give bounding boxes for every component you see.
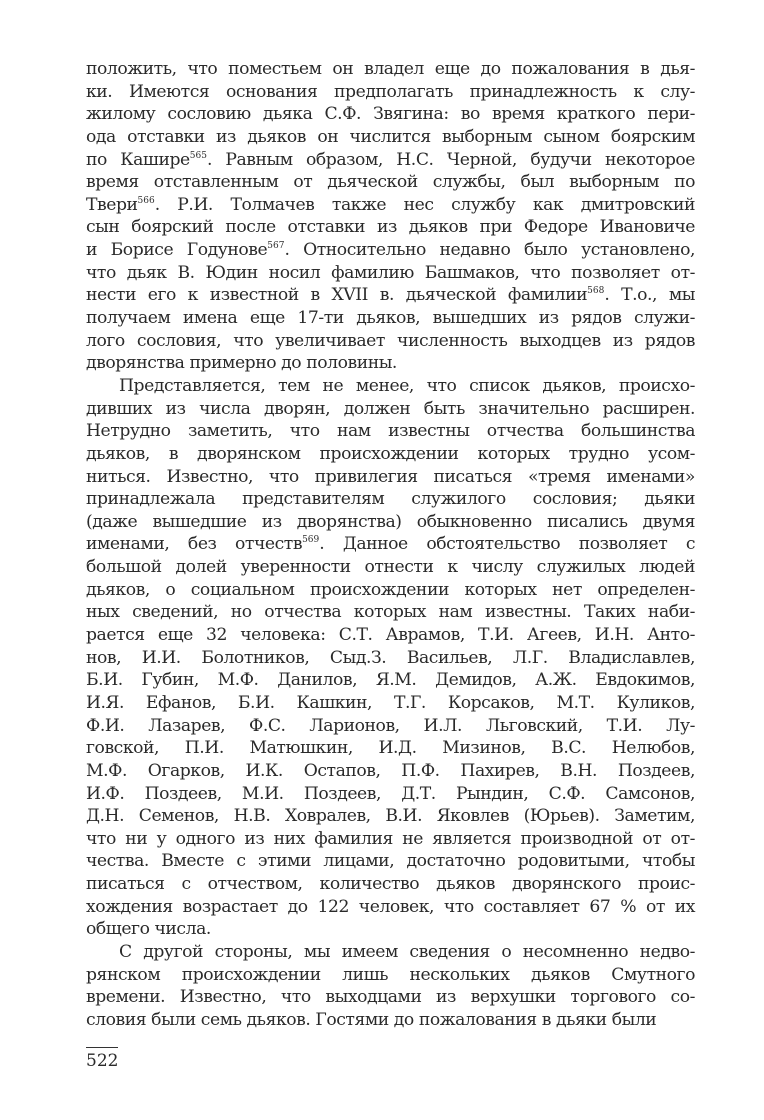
footnote-ref[interactable]: 565	[189, 150, 207, 161]
text-segment: . Т.о., мы	[604, 285, 695, 306]
text-segment: хождения возрастает до 122 человек, что составляет 67 % от их	[86, 896, 695, 917]
text-line	[86, 556, 695, 579]
text-line	[86, 194, 695, 217]
text-line	[86, 601, 695, 624]
text-line	[86, 398, 695, 421]
text-segment: получаем имена еще 17-ти дьяков, вышедших из рядов служи-	[86, 308, 695, 329]
text-segment: Д.Н. Семенов, Н.В. Ховралев, В.И. Яковлев (Юрьев). Заметим,	[86, 806, 695, 827]
text-line	[86, 511, 695, 534]
text-line	[86, 488, 695, 511]
text-segment: И.Я. Ефанов, Б.И. Кашкин, Т.Г. Корсаков, М.Т. Куликов,	[86, 692, 695, 713]
text-segment: что дьяк В. Юдин носил фамилию Башмаков, что позволяет от-	[86, 262, 695, 283]
text-segment: дьяков, в дворянском происхождении которых трудно усом-	[86, 443, 695, 464]
text-line	[86, 262, 695, 285]
text-segment: М.Ф. Огарков, И.К. Остапов, П.Ф. Пахирев, В.Н. Поздеев,	[86, 760, 695, 781]
text-segment: что ни у одного из них фамилия не является производной от от-	[86, 828, 695, 849]
text-segment: словия были семь дьяков. Гостями до пожалования в дьяки были	[86, 1009, 657, 1030]
text-line	[86, 330, 695, 353]
text-segment: времени. Известно, что выходцами из верхушки торгового со-	[86, 987, 695, 1008]
paragraph	[86, 375, 695, 941]
text-line	[86, 239, 695, 262]
text-line	[86, 715, 695, 738]
text-segment: ки. Имеются основания предполагать принадлежность к слу-	[86, 81, 695, 102]
text-line	[86, 737, 695, 760]
text-line	[86, 579, 695, 602]
text-line	[86, 420, 695, 443]
text-segment: . Данное обстоятельство позволяет с	[319, 534, 696, 555]
text-line	[86, 647, 695, 670]
text-segment: ода отставки из дьяков он числится выборным сыном боярским	[86, 126, 695, 147]
text-line	[86, 352, 695, 375]
text-segment: жилому сословию дьяка С.Ф. Звягина: во время краткого пери-	[86, 104, 695, 125]
text-line	[86, 964, 695, 987]
text-segment: дивших из числа дворян, должен быть значительно расширен.	[86, 398, 695, 419]
text-line	[86, 873, 695, 896]
text-line	[86, 624, 695, 647]
text-segment: писаться с отчеством, количество дьяков дворянского проис-	[86, 874, 695, 895]
text-segment: ных сведений, но отчества которых нам известны. Таких наби-	[86, 602, 695, 623]
text-line	[86, 443, 695, 466]
text-segment: нести его к известной в XVII в. дьяческой фамилии	[86, 285, 588, 306]
text-segment: Нетрудно заметить, что нам известны отчества большинства	[86, 421, 695, 442]
text-segment: чества. Вместе с этими лицами, достаточно родовитыми, чтобы	[86, 851, 695, 872]
text-segment: принадлежала представителям служилого сословия; дьяки	[86, 489, 695, 510]
text-line	[86, 375, 695, 398]
text-line	[86, 126, 695, 149]
footnote-ref[interactable]: 568	[587, 286, 605, 297]
text-line	[86, 850, 695, 873]
text-line	[86, 896, 695, 919]
text-segment: рается еще 32 человека: С.Т. Аврамов, Т.И. Агеев, И.Н. Анто-	[86, 625, 695, 646]
page-body	[86, 58, 695, 1032]
footnote-ref[interactable]: 566	[137, 195, 155, 206]
text-line	[86, 783, 695, 806]
text-segment: И.Ф. Поздеев, М.И. Поздеев, Д.Т. Рындин, С.Ф. Самсонов,	[86, 783, 695, 804]
text-line	[86, 216, 695, 239]
paragraph	[86, 58, 695, 375]
text-segment: Твери	[86, 194, 138, 215]
text-line	[86, 692, 695, 715]
text-segment: лого сословия, что увеличивает численность выходцев из рядов	[86, 330, 695, 351]
text-line	[86, 533, 695, 556]
text-line	[86, 103, 695, 126]
text-line	[86, 307, 695, 330]
text-segment: С другой стороны, мы имеем сведения о несомненно недво-	[119, 941, 695, 962]
text-segment: именами, без отчеств	[86, 534, 303, 555]
paragraph	[86, 941, 695, 1032]
text-segment: ниться. Известно, что привилегия писаться «тремя именами»	[86, 466, 695, 487]
text-segment: . Равным образом, Н.С. Черной, будучи некоторое	[206, 149, 696, 170]
text-line	[86, 986, 695, 1009]
text-segment: по Кашире	[86, 149, 190, 170]
text-segment: положить, что поместьем он владел еще до пожалования в дья-	[86, 59, 695, 79]
text-segment: нов, И.И. Болотников, Сыд.З. Васильев, Л.Г. Владиславлев,	[86, 647, 695, 668]
text-segment: и Борисе Годунове	[86, 240, 268, 261]
text-line	[86, 669, 695, 692]
text-segment: рянском происхождении лишь нескольких дьяков Смутного	[86, 964, 695, 985]
text-line	[86, 918, 695, 941]
text-segment: Ф.И. Лазарев, Ф.С. Ларионов, И.Л. Льговский, Т.И. Лу-	[86, 715, 695, 736]
text-line	[86, 149, 695, 172]
text-segment: дьяков, о социальном происхождении которых нет определен-	[86, 579, 695, 600]
footnote-ref[interactable]: 567	[267, 241, 285, 252]
text-segment: сын боярский после отставки из дьяков при Федоре Ивановиче	[86, 217, 695, 238]
footnote-ref[interactable]: 569	[302, 535, 320, 546]
text-line	[86, 1009, 695, 1032]
text-segment: (даже вышедшие из дворянства) обыкновенно писались двумя	[86, 511, 695, 532]
text-segment: время отставленным от дьяческой службы, был выборным по	[86, 172, 695, 193]
text-segment: говской, П.И. Матюшкин, И.Д. Мизинов, В.С. Нелюбов,	[86, 738, 695, 759]
text-segment: Б.И. Губин, М.Ф. Данилов, Я.М. Демидов, А.Ж. Евдокимов,	[86, 670, 695, 691]
text-line	[86, 81, 695, 104]
text-line	[86, 466, 695, 489]
page-number: 522	[86, 1047, 118, 1071]
text-line	[86, 941, 695, 964]
text-segment: Представляется, тем не менее, что список дьяков, происхо-	[119, 375, 695, 396]
text-segment: дворянства примерно до половины.	[86, 353, 397, 374]
text-line	[86, 760, 695, 783]
text-line	[86, 284, 695, 307]
text-line	[86, 171, 695, 194]
text-segment: . Относительно недавно было установлено,	[284, 240, 696, 261]
text-line	[86, 805, 695, 828]
text-segment: . Р.И. Толмачев также нес службу как дмитровский	[154, 194, 695, 215]
text-segment: общего числа.	[86, 919, 211, 940]
text-segment: большой долей уверенности отнести к числу служилых людей	[86, 557, 695, 578]
text-line	[86, 828, 695, 851]
text-line	[86, 58, 695, 81]
